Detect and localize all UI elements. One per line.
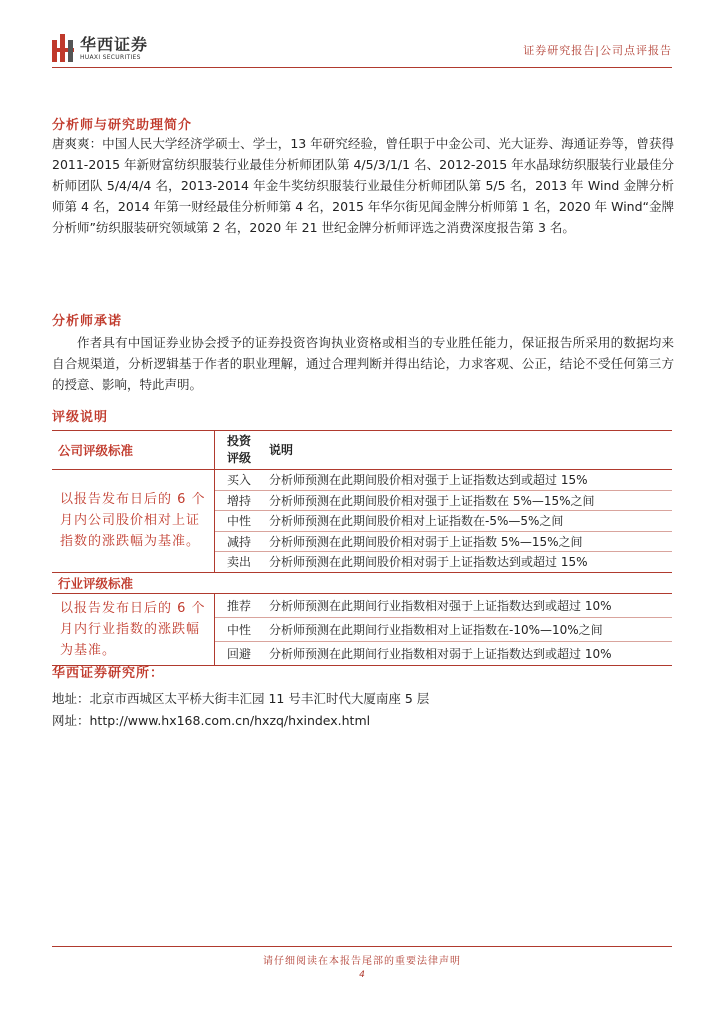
page-number: 4 [359,970,365,980]
analyst-intro-title: 分析师与研究助理简介 [52,118,193,133]
col-rating-line1: 投资 [226,434,251,448]
company-rating-basis: 以报告发布日后的 6 个月内公司股价相对上证指数的涨跌幅为基准。 [52,470,215,573]
rating-label: 买入 [215,470,264,491]
rating-label: 回避 [215,641,264,665]
rating-title: 评级说明 [52,410,109,425]
rating-label: 卖出 [215,552,264,573]
institute-website[interactable]: 网址：http://www.hx168.com.cn/hxzq/hxindex.html [52,713,371,728]
table-row [52,593,672,617]
rating-table [52,430,672,666]
rating-desc: 分析师预测在此期间行业指数相对强于上证指数达到或超过 10% [263,593,672,617]
rating-table-header [52,431,672,470]
industry-rating-header: 行业评级标准 [52,572,672,593]
footer-divider [52,946,672,947]
footer-notice: 请仔细阅读在本报告尾部的重要法律声明 [263,956,461,967]
huaxi-logo-icon [52,34,74,62]
col-rating-header [215,431,264,470]
rating-label: 中性 [215,617,264,641]
rating-desc: 分析师预测在此期间股价相对强于上证指数在 5%—15%之间 [263,490,672,511]
rating-desc: 分析师预测在此期间股价相对强于上证指数达到或超过 15% [263,470,672,491]
industry-rating-basis: 以报告发布日后的 6 个月内行业指数的涨跌幅为基准。 [52,593,215,665]
industry-header-row [52,572,672,593]
rating-desc: 分析师预测在此期间股价相对弱于上证指数 5%—15%之间 [263,531,672,552]
rating-label: 中性 [215,511,264,532]
table-row [52,470,672,491]
rating-desc: 分析师预测在此期间股价相对上证指数在-5%—5%之间 [263,511,672,532]
company-rating-header: 公司评级标准 [52,431,215,470]
col-desc-header: 说明 [269,442,294,457]
commitment-text: 作者具有中国证券业协会授予的证券投资咨询执业资格或相当的专业胜任能力，保证报告所采用的数据均来自合规渠道，分析逻辑基于作者的职业理解，通过合理判断并得出结论，力求客观、公正，结论不受任何第三方的授意、影响，特此声明。 [52,335,674,392]
logo-name-en: HUAXI SECURITIES [80,54,141,61]
page-header [0,0,724,70]
rating-label: 推荐 [215,593,264,617]
header-divider [52,67,672,68]
analyst-intro-text: 唐爽爽：中国人民大学经济学硕士、学士，13 年研究经验，曾任职于中金公司、光大证券、海通证券等，曾获得 2011-2015 年新财富纺织服装行业最佳分析师团队第 4/5/3/1/1 名、2012-2015 年水晶球纺织服装行业最佳分析师团队 5/4/4/4 名，2013-2014 年金牛奖纺织服装行业最佳分析师团队第 5/5 名，2013 年 Wind 金牌分析师第 4 名，2014 年第一财经最佳分析师第 4 名，2015 年华尔街见闻金牌分析师第 1 名，2020 年 Wind“金牌分析师”纺织服装研究领域第 2 名，2020 年 21 世纪金牌分析师评选之消费深度报告第 3 名。 [52,136,674,235]
report-type: 证券研究报告|公司点评报告 [523,44,672,57]
rating-label: 减持 [215,531,264,552]
institute-address: 地址：北京市西城区太平桥大街丰汇园 11 号丰汇时代大厦南座 5 层 [52,691,430,706]
institute-title: 华西证券研究所： [52,666,165,681]
rating-desc: 分析师预测在此期间行业指数相对弱于上证指数达到或超过 10% [263,641,672,665]
rating-label: 增持 [215,490,264,511]
col-rating-line2: 评级 [226,451,251,465]
rating-desc: 分析师预测在此期间行业指数相对上证指数在-10%—10%之间 [263,617,672,641]
rating-desc: 分析师预测在此期间股价相对弱于上证指数达到或超过 15% [263,552,672,573]
commitment-title: 分析师承诺 [52,314,123,329]
logo-name-cn: 华西证券 [80,35,149,54]
